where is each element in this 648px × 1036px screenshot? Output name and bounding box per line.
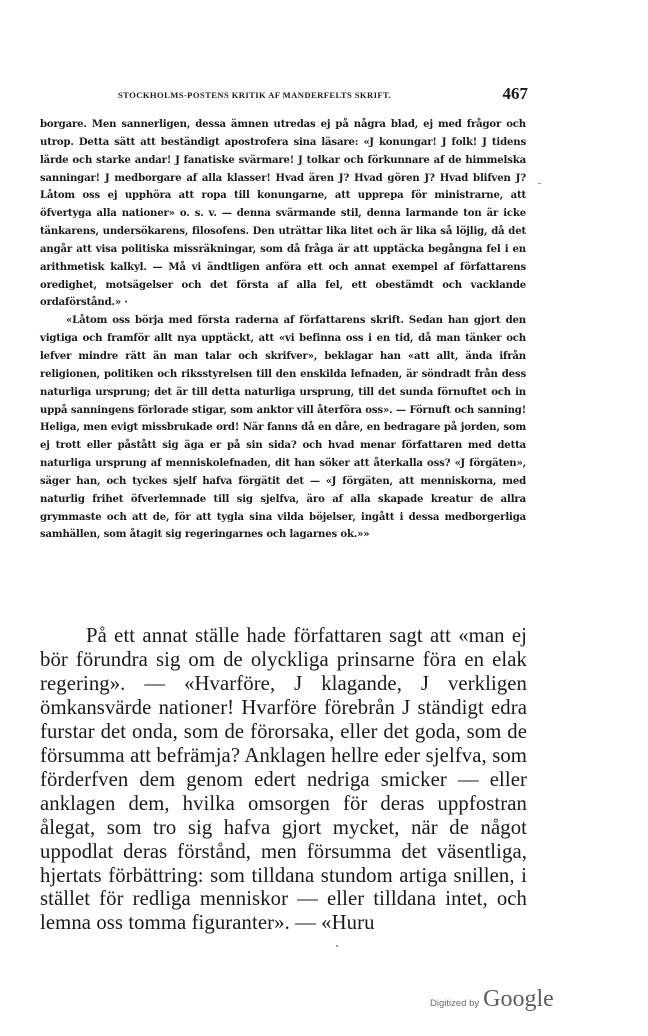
google-logo: Google (483, 986, 554, 1012)
google-watermark (430, 986, 560, 1016)
running-title: STOCKHOLMS-POSTENS KRITIK AF MANDERFELTS SKRIFT. (118, 90, 392, 100)
small-type-quotation (40, 116, 526, 544)
large-type-body (40, 625, 527, 936)
large-paragraph: På ett annat ställe hade författaren sagt att «man ej bör förundra sig om de olyckliga prinsarne föra en elak regering». — «Hvarföre, J klagande, J verkligen ömkansvärde nationer! Hvarföre förebrån J ständigt edra furstar det onda, som de förorsaka, eller det goda, som de försumma att befrämja? Anklagen hellre eder sjelfva, som förderfven dem genom edert nedriga smicker — eller anklagen dem, hvilka omsorgen för deras uppfostran ålegat, som tro sig hafva gjort mycket, när de något uppodlat deras förstånd, men försumma det väsentliga, hjertats förbättring: som tilldana stundom artiga snillen, i stället för redliga menniskor — eller tilldana intet, och lemna oss tomma figuranter». — «Huru (40, 625, 527, 935)
digitized-by-label: Digitized by (430, 998, 480, 1009)
page-header (40, 84, 530, 106)
small-paragraph-1: borgare. Men sannerligen, dessa ämnen utredas ej på några blad, ej med frågor och utrop. Detta sätt att beständigt apostrofera sina läsare: «J konungar! J folk! J tidens lärde och starke andar! J fanatiske svärmare! J tolkar och förkunnare af de himmelska sanningar! J medborgare af alla klasser! Hvad ären J? Hvad gören J? Hvad blifven J? Låtom oss ej upphöra att ropa till konungarne, att upprepa för ministrarne, att öfvertyga alla nationer» o. s. v. — denna svärmande stil, denna larmande ton är icke tänkarens, undersökarens, filosofens. Den uträttar lika litet och är lika så löjlig, då det angår att visa politiska missräkningar, som då fråga är att upptäcka begångna fel i en arithmetisk kalkyl. — Må vi ändtligen anföra ett och annat exempel af författarens oredighet, motsägelser och det första af alla fel, ett obestämdt och vacklande ordaförstånd.» · (40, 119, 526, 309)
margin-mark (538, 183, 541, 184)
printer-mark (336, 945, 338, 947)
page-number: 467 (502, 84, 528, 103)
small-paragraph-2: «Låtom oss börja med första raderna af författarens skrift. Sedan han gjort den vigtiga och framför allt nya upptäckt, att «vi befinna oss i en tid, då man tänker och lefver mindre rätt än man talar och skrifver», beklagar han «att allt, ända ifrån religionen, politiken och riksstyrelsen till den enskilda lefnaden, är söndradt från dess naturliga ursprung; det är till detta naturliga ursprung, till det sunda förnuftet och in uppå sanningens förlorade stigar, som anktor vill återföra oss». — Förnuft och sanning! Heliga, men evigt missbrukade ord! När fanns då en dåre, en bedragare på jorden, som ej trott eller påstått sig äga er på sin sida? och hvad menar författaren med detta naturliga ursprung af menniskolefnaden, dit han söker att återkalla oss? «J förgäten», säger han, och tyckes sjelf hafva förgätit det — «J förgäten, att menniskorna, med naturlig frihet öfverlemnade till sig sjelfva, äro af alla skapade kreatur de allra grymmaste och att de, för att tygla sina vilda böjelser, ingått i dessa medborgerliga samhällen, som åtagit sig regeringarnes och lagarnes ok.»» (40, 315, 526, 541)
